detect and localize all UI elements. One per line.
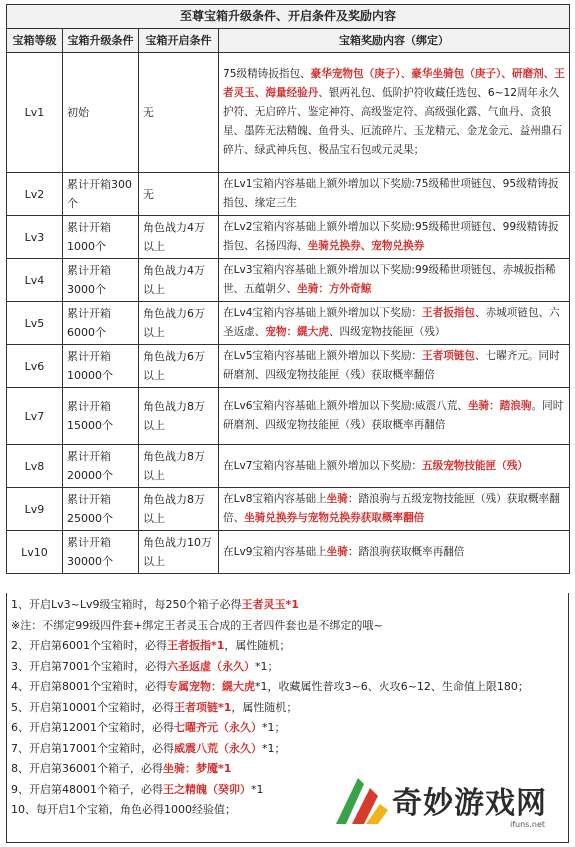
highlighted-item: 专属宠物：繉大虎	[167, 680, 255, 693]
cell-upgrade-condition: 累计开箱15000个	[63, 388, 139, 445]
table-row	[7, 488, 570, 531]
note-text: 6、开启第12001个宝箱时，必得	[11, 721, 174, 734]
header-reward-content: 宝箱奖励内容（绑定）	[219, 29, 570, 53]
table-row	[7, 531, 570, 574]
highlighted-reward: 坐骑兑换券与宠物兑换券获取概率翻倍	[244, 512, 425, 524]
highlighted-reward: 王者项链包	[422, 350, 475, 362]
cell-open-condition: 角色战力6万以上	[139, 345, 219, 388]
cell-level: Lv9	[7, 488, 63, 531]
watermark-logo	[330, 770, 570, 836]
highlighted-item: 七曜齐元（永久）	[174, 721, 262, 734]
note-text: 7、开启第17001个宝箱时，必得	[11, 741, 174, 755]
reward-text: 、四级宠物技能匣（残）	[328, 326, 446, 338]
cell-upgrade-condition: 累计开箱30000个	[63, 531, 139, 574]
cell-open-condition: 角色战力8万以上	[139, 388, 219, 445]
reward-text: 在Lv6宝箱内容基础上额外增加以下奖励:威震八荒、	[223, 400, 468, 412]
note-text: 1、开启Lv3~Lv9级宝箱时，每250个箱子必得	[11, 598, 242, 611]
cell-upgrade-condition: 累计开箱20000个	[63, 445, 139, 488]
note-line	[11, 616, 564, 637]
cell-reward-content	[219, 216, 570, 259]
highlighted-reward: 坐骑：踏浪驹	[467, 400, 532, 412]
cell-level: Lv10	[7, 531, 63, 574]
reward-text: ：踏浪驹获取概率再翻倍	[347, 545, 465, 558]
reward-text: 。同时研磨剂、四级宠物技能匣（残）获取概率再翻倍	[223, 400, 564, 431]
reward-text: 在Lv4宝箱内容基础上额外增加以下奖励：	[223, 307, 423, 319]
note-text: ，属性随机；	[224, 639, 291, 652]
table-row	[7, 53, 570, 173]
header-level: 宝箱等级	[7, 29, 63, 53]
cell-upgrade-condition: 累计开箱3000个	[63, 259, 139, 302]
note-text: 2、开启第6001个宝箱时，必得	[11, 639, 167, 652]
note-text: ※注：不绑定99级四件套+绑定王者灵玉合成的王者四件套也是不绑定的哦~	[11, 618, 383, 632]
cell-open-condition: 角色战力6万以上	[139, 302, 219, 345]
highlighted-reward: 宠物：繉大虎	[265, 326, 329, 338]
highlighted-item: 威震八荒（永久）	[174, 741, 262, 755]
reward-text: 在Lv9宝箱内容基础上	[223, 545, 327, 558]
note-text: 9、开启第48001个箱子，必得	[11, 782, 163, 796]
reward-text: 、赤城项链包、六圣返虚、	[223, 307, 560, 338]
table-row	[7, 173, 570, 216]
cell-upgrade-condition: 累计开箱6000个	[63, 302, 139, 345]
cell-upgrade-condition: 累计开箱10000个	[63, 345, 139, 388]
watermark-url: ifuns.net	[510, 820, 546, 829]
reward-text: 在Lv5宝箱内容基础上额外增加以下奖励：	[223, 350, 423, 362]
table-title: 至尊宝箱升级条件、开启条件及奖励内容	[7, 5, 570, 29]
cell-level: Lv2	[7, 173, 63, 216]
table-title-row	[7, 5, 570, 29]
header-open-condition: 宝箱开启条件	[139, 29, 219, 53]
cell-reward-content	[219, 53, 570, 173]
cell-open-condition: 角色战力4万以上	[139, 259, 219, 302]
note-text: 4、开启第8001个宝箱时，必得	[11, 680, 167, 693]
cell-reward-content	[219, 488, 570, 531]
highlighted-item: 王者项链*1	[174, 700, 232, 714]
table-row	[7, 345, 570, 388]
reward-text: 、七曜齐元。同时研磨剂、四级宠物技能匣（残）获取概率翻倍	[223, 350, 560, 381]
cell-open-condition: 角色战力8万以上	[139, 488, 219, 531]
cell-reward-content	[219, 173, 570, 216]
cell-open-condition: 角色战力4万以上	[139, 216, 219, 259]
table-row	[7, 388, 570, 445]
reward-text: 、银两礼包、低阶护符收藏任选包、6~12周年永久护符、无启碎片、鉴定神符、高级鉴定符、高级强化露、气血丹、贪狼星、墨阵无法精魄、鱼骨头、厄流碎片、玉龙精元、金龙金元、益州鼎石碎片、绿武神兵包、极品宝石包或元灵果；	[223, 87, 562, 156]
header-upgrade-condition: 宝箱升级条件	[63, 29, 139, 53]
cell-level: Lv4	[7, 259, 63, 302]
cell-level: Lv6	[7, 345, 63, 388]
cell-upgrade-condition: 初始	[63, 53, 139, 173]
cell-reward-content	[219, 259, 570, 302]
cell-reward-content	[219, 531, 570, 574]
note-line	[11, 698, 564, 719]
note-text: *1；	[255, 659, 279, 673]
note-line	[11, 739, 564, 760]
note-line	[11, 718, 564, 739]
table-header-row	[7, 29, 570, 53]
highlighted-reward: 坐骑：方外奇鲸	[297, 283, 372, 295]
highlighted-item: 王者扳指*1	[167, 639, 225, 652]
note-text: *1；	[262, 741, 286, 755]
reward-text: 75级精铸扳指包、	[223, 68, 311, 80]
note-line	[11, 657, 564, 678]
cell-reward-content	[219, 445, 570, 488]
reward-text: 在Lv3宝箱内容基础上额外增加以下奖励:99级稀世项链包、赤城扳指稀世、五蕴朝夕、	[223, 264, 556, 295]
cell-level: Lv5	[7, 302, 63, 345]
cell-reward-content	[219, 345, 570, 388]
note-text: *1	[251, 782, 264, 796]
note-text: 10、每开启1个宝箱，角色必得1000经验值；	[11, 803, 236, 816]
cell-open-condition: 无	[139, 53, 219, 173]
cell-reward-content	[219, 302, 570, 345]
highlighted-reward: 豪华坐骑包（庚子）、研磨剂、王者灵玉、海量经验丹	[223, 68, 565, 99]
cell-level: Lv3	[7, 216, 63, 259]
note-text: 3、开启第7001个宝箱时，必得	[11, 659, 167, 673]
note-line	[11, 677, 564, 698]
cell-open-condition: 角色战力10万以上	[139, 531, 219, 574]
table-row	[7, 445, 570, 488]
cell-upgrade-condition: 累计开箱300个	[63, 173, 139, 216]
note-text: 8、开启第36001个箱子，必得	[11, 762, 163, 775]
reward-text: 、	[400, 68, 412, 80]
note-text: *1，收藏属性普攻3~6、火攻6~12、生命值上限180；	[255, 680, 529, 693]
highlighted-reward: 五级宠物技能匣（残）	[422, 459, 528, 472]
table-row	[7, 302, 570, 345]
note-text: 5、开启第10001个宝箱时，必得	[11, 700, 174, 714]
cell-open-condition: 角色战力8万以上	[139, 445, 219, 488]
reward-text: 在Lv2宝箱内容基础上额外增加以下奖励:95级稀世项链包、99级精铸扳指包、名扬四海、	[223, 221, 559, 252]
cell-level: Lv1	[7, 53, 63, 173]
highlighted-item: 王之精魄（癸卯）	[163, 782, 251, 796]
reward-text: 在Lv1宝箱内容基础上额外增加以下奖励:75级稀世项链包、95级精铸扳指包、缘定三生	[223, 178, 559, 209]
highlighted-reward: 坐骑	[326, 545, 348, 558]
cell-upgrade-condition: 累计开箱1000个	[63, 216, 139, 259]
highlighted-reward: 坐骑兑换券、宠物兑换券	[307, 240, 425, 252]
note-line	[11, 636, 564, 657]
cell-reward-content	[219, 388, 570, 445]
note-text: ，属性随机；	[231, 700, 298, 714]
highlighted-reward: 豪华宠物包（庚子）	[310, 68, 401, 80]
reward-table	[6, 4, 570, 574]
table-row	[7, 216, 570, 259]
highlighted-reward: 王者扳指包	[422, 307, 475, 319]
cell-upgrade-condition: 累计开箱25000个	[63, 488, 139, 531]
reward-text: ：踏浪驹与五级宠物技能匣（残）获取概率翻倍、	[223, 493, 560, 524]
note-text: *1；	[262, 721, 286, 734]
highlighted-item: 六圣返虚（永久）	[167, 659, 255, 673]
cell-open-condition: 无	[139, 173, 219, 216]
cell-level: Lv7	[7, 388, 63, 445]
reward-text: 在Lv7宝箱内容基础上额外增加以下奖励：	[223, 459, 423, 472]
highlighted-item: 王者灵玉*1	[241, 598, 299, 611]
logo-icon	[330, 770, 390, 832]
table-row	[7, 259, 570, 302]
note-line	[11, 595, 564, 616]
highlighted-item: 坐骑：梦魇*1	[163, 762, 232, 775]
highlighted-reward: 坐骑	[326, 493, 348, 505]
reward-text: 在Lv8宝箱内容基础上	[223, 493, 327, 505]
watermark-text: 奇妙游戏网	[392, 786, 547, 821]
cell-level: Lv8	[7, 445, 63, 488]
